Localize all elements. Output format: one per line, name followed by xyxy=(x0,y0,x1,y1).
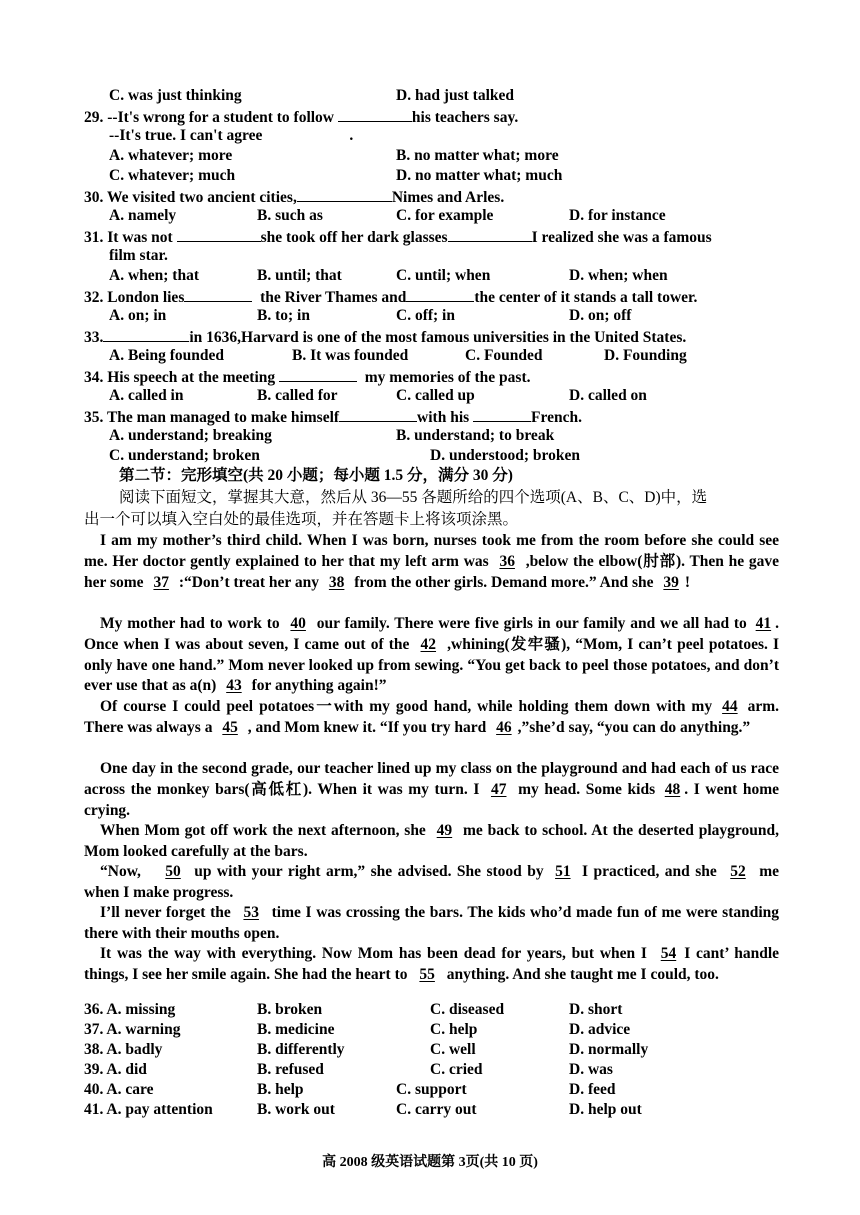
blank-51: 51 xyxy=(555,863,571,880)
p3-text-a: Of course I could peel potatoes一with my good hand, while holding them down with my xyxy=(100,698,713,715)
q36-option-b: B. broken xyxy=(257,1001,323,1018)
q30-option-a: A. namely xyxy=(109,207,177,224)
blank-49: 49 xyxy=(436,822,453,839)
q30-stem-part2: Nimes and Arles. xyxy=(391,189,505,206)
q35-stem xyxy=(84,406,582,428)
q35-blank-2 xyxy=(473,406,531,422)
passage-paragraph-7 xyxy=(84,903,779,945)
q32-stem-part1: 32. London lies xyxy=(84,289,185,306)
q40-option-b: B. help xyxy=(257,1081,304,1098)
p8-text-b: I cant’ handle things, I see her smile again. She had the heart to xyxy=(84,945,780,983)
blank-50: 50 xyxy=(165,863,181,880)
q35-option-a: A. understand; breaking xyxy=(109,427,272,444)
q29-option-b: B. no matter what; more xyxy=(396,147,559,164)
q36-option-d: D. short xyxy=(569,1001,623,1018)
q35-option-d: D. understood; broken xyxy=(430,447,581,464)
q31-option-b: B. until; that xyxy=(257,267,342,284)
q40-option-c: C. support xyxy=(396,1081,467,1098)
q32-stem xyxy=(84,286,697,308)
q33-stem-part1: 33. xyxy=(84,329,104,346)
q31-stem-part3: I realized she was a famous xyxy=(531,229,712,246)
q35-stem-part1: 35. The man managed to make himself xyxy=(84,409,340,426)
section2-title: 第二节：完形填空(共 20 小题；每小题 1.5 分，满分 30 分) xyxy=(119,467,513,484)
p6-text-a: “Now, xyxy=(100,863,141,880)
q34-option-c: C. called up xyxy=(396,387,475,404)
q28-option-c: C. was just thinking xyxy=(109,87,242,104)
p4-text-c: . I went home crying. xyxy=(84,780,780,819)
q35-stem-part3: French. xyxy=(531,409,582,426)
q31-option-d: D. when; when xyxy=(569,267,668,284)
blank-42: 42 xyxy=(420,635,437,653)
blank-36: 36 xyxy=(499,552,515,570)
q33-option-b: B. It was founded xyxy=(292,347,409,364)
q31-stem-part2: she took off her dark glasses xyxy=(260,229,448,246)
p2-text-a: My mother had to work to xyxy=(100,615,280,632)
p8-text-a: It was the way with everything. Now Mom has been dead for years, but when I xyxy=(100,945,647,962)
q33-stem xyxy=(84,326,686,348)
q33-option-a: A. Being founded xyxy=(109,347,224,364)
blank-43: 43 xyxy=(226,677,242,695)
p1-text-c: :“Don’t treat her any xyxy=(178,573,320,591)
q32-option-b: B. to; in xyxy=(257,307,310,324)
q33-blank xyxy=(103,326,189,342)
q32-option-d: D. on; off xyxy=(569,307,632,324)
blank-39: 39 xyxy=(663,573,679,591)
q34-stem xyxy=(84,366,531,388)
p2-text-d: ,whining(发牢骚), “Mom, I can’t peel potatoes. I only have one hand.” Mom never looked up from sewing. “You get back to peel those potatoes, and don’t ever use that as a(n) xyxy=(84,635,780,695)
q41-option-d: D. help out xyxy=(569,1101,642,1118)
p3-text-c: , and Mom knew it. “If you try hard xyxy=(247,718,487,736)
q31-blank-2 xyxy=(448,226,532,242)
passage-paragraph-4 xyxy=(84,759,779,821)
page-footer: 高 2008 级英语试题第 3页(共 10 页) xyxy=(322,1155,538,1170)
q34-option-b: B. called for xyxy=(257,387,338,404)
q31-option-c: C. until; when xyxy=(396,267,491,284)
q31-blank-1 xyxy=(177,226,261,242)
p6-text-d: me when I make progress. xyxy=(84,863,779,901)
q30-blank xyxy=(297,186,392,202)
p5-text-a: When Mom got off work the next afternoon, she xyxy=(100,822,426,839)
q34-stem-part2: my memories of the past. xyxy=(364,369,531,386)
p1-text-d: from the other girls. Demand more.” And she xyxy=(354,573,654,591)
q32-option-c: C. off; in xyxy=(396,307,455,324)
passage-paragraph-5 xyxy=(84,821,779,863)
q31-stem-part1: 31. It was not xyxy=(84,229,173,246)
q39-option-b: B. refused xyxy=(257,1061,324,1078)
blank-40: 40 xyxy=(290,615,306,632)
q38-option-b: B. differently xyxy=(257,1041,345,1058)
q37-option-b: B. medicine xyxy=(257,1021,335,1038)
q29-stem-part1: 29. --It's wrong for a student to follow xyxy=(84,109,335,126)
p1-text-a: I am my mother’s third child. When I was born, nurses took me from the room before she could see me. Her doctor gently explained to her that my left arm was xyxy=(84,532,779,570)
blank-41: 41 xyxy=(755,615,772,632)
p4-text-b: my head. Some kids xyxy=(518,780,656,798)
blank-38: 38 xyxy=(328,573,345,591)
q37-option-d: D. advice xyxy=(569,1021,631,1038)
q35-blank-1 xyxy=(339,406,417,422)
p8-text-c: anything. And she taught me I could, too. xyxy=(446,965,719,983)
q32-option-a: A. on; in xyxy=(109,307,167,324)
q39-option-d: D. was xyxy=(569,1061,613,1078)
q29-option-a: A. whatever; more xyxy=(109,147,233,164)
q37-option-c: C. help xyxy=(430,1021,478,1038)
q30-option-b: B. such as xyxy=(257,207,323,224)
q33-option-d: D. Founding xyxy=(604,347,687,364)
q34-option-a: A. called in xyxy=(109,387,184,404)
q34-option-d: D. called on xyxy=(569,387,647,404)
q41-option-b: B. work out xyxy=(257,1101,335,1118)
blank-53: 53 xyxy=(243,904,259,921)
section2-instruction-line2: 出一个可以填入空白处的最佳选项，并在答题卡上将该项涂黑。 xyxy=(84,511,519,528)
p6-text-c: I practiced, and she xyxy=(582,863,717,880)
passage-paragraph-3 xyxy=(84,697,779,739)
section2-instruction-line1: 阅读下面短文，掌握其大意，然后从 36—55 各题所给的四个选项(A、B、C、D)中，选 xyxy=(119,489,708,506)
q30-stem-part1: 30. We visited two ancient cities, xyxy=(84,189,297,206)
q38-option-a: 38. A. badly xyxy=(84,1041,163,1058)
q38-option-c: C. well xyxy=(430,1041,476,1058)
p2-text-c: . Once when I was about seven, I came out of the xyxy=(84,615,779,653)
passage-paragraph-1 xyxy=(84,531,779,593)
q39-option-c: C. cried xyxy=(430,1061,483,1078)
p1-text-b: ,below the elbow(肘部). Then he gave her some xyxy=(84,552,780,591)
q37-option-a: 37. A. warning xyxy=(84,1021,181,1038)
q33-stem-part2: in 1636,Harvard is one of the most famous universities in the United States. xyxy=(189,329,687,346)
passage-paragraph-8 xyxy=(84,944,779,986)
q30-stem xyxy=(84,186,504,208)
blank-45: 45 xyxy=(222,718,238,736)
p1-text-e: ! xyxy=(684,573,691,591)
q32-stem-part3: the center of it stands a tall tower. xyxy=(474,289,698,306)
q36-option-c: C. diseased xyxy=(430,1001,505,1018)
q32-blank-2 xyxy=(406,286,474,302)
q30-option-d: D. for instance xyxy=(569,207,666,224)
blank-47: 47 xyxy=(490,780,507,798)
p6-text-b: up with your right arm,” she advised. She stood by xyxy=(194,863,544,880)
q33-option-c: C. Founded xyxy=(465,347,543,364)
q29-option-c: C. whatever; much xyxy=(109,167,236,184)
q34-blank xyxy=(279,366,357,382)
blank-44: 44 xyxy=(722,698,738,715)
blank-48: 48 xyxy=(664,780,681,798)
p2-text-b: our family. There were five girls in our family and we all had to xyxy=(316,615,747,632)
q29-line2 xyxy=(109,126,353,146)
q38-option-d: D. normally xyxy=(569,1041,649,1058)
q31-stem xyxy=(84,226,712,248)
q41-option-a: 41. A. pay attention xyxy=(84,1101,213,1118)
q35-option-c: C. understand; broken xyxy=(109,447,260,464)
p5-text-b: me back to school. At the deserted playground, Mom looked carefully at the bars. xyxy=(84,822,780,860)
passage-paragraph-2 xyxy=(84,614,779,697)
q35-stem-part2: with his xyxy=(417,409,470,426)
p4-text-a: One day in the second grade, our teacher lined up my class on the playground and had each of us race across the monkey bars(高低杠). When it was my turn. I xyxy=(84,760,779,798)
q30-option-c: C. for example xyxy=(396,207,494,224)
q41-option-c: C. carry out xyxy=(396,1101,477,1118)
q40-option-d: D. feed xyxy=(569,1081,616,1098)
p3-text-b: arm. There was always a xyxy=(84,698,780,736)
blank-46: 46 xyxy=(496,718,512,736)
q34-stem-part1: 34. His speech at the meeting xyxy=(84,369,276,386)
q29-option-d: D. no matter what; much xyxy=(396,167,563,184)
q39-option-a: 39. A. did xyxy=(84,1061,147,1078)
p2-text-e: for anything again!” xyxy=(251,677,387,695)
q29-blank xyxy=(338,106,412,122)
q29-line2-text: --It's true. I can't agree xyxy=(109,127,263,144)
q32-stem-part2: the River Thames and xyxy=(260,289,407,306)
p7-text-b: time I was crossing the bars. The kids who’d made fun of me were standing there with their mouths open. xyxy=(84,904,780,942)
q29-stem-part2: his teachers say. xyxy=(411,109,519,126)
q28-option-d: D. had just talked xyxy=(396,87,514,104)
q31-line2: film star. xyxy=(109,247,168,264)
q36-option-a: 36. A. missing xyxy=(84,1001,176,1018)
p7-text-a: I’ll never forget the xyxy=(100,904,231,921)
q29-stem xyxy=(84,106,518,128)
blank-55: 55 xyxy=(419,965,435,983)
q35-option-b: B. understand; to break xyxy=(396,427,555,444)
p3-text-d: ,”she’d say, “you can do anything.” xyxy=(517,718,751,736)
blank-52: 52 xyxy=(730,863,746,880)
q32-blank-1 xyxy=(184,286,252,302)
q31-option-a: A. when; that xyxy=(109,267,199,284)
passage-paragraph-6 xyxy=(84,862,779,904)
blank-54: 54 xyxy=(660,945,677,962)
q40-option-a: 40. A. care xyxy=(84,1081,154,1098)
blank-37: 37 xyxy=(153,573,169,591)
q29-line2-end: . xyxy=(349,127,354,144)
